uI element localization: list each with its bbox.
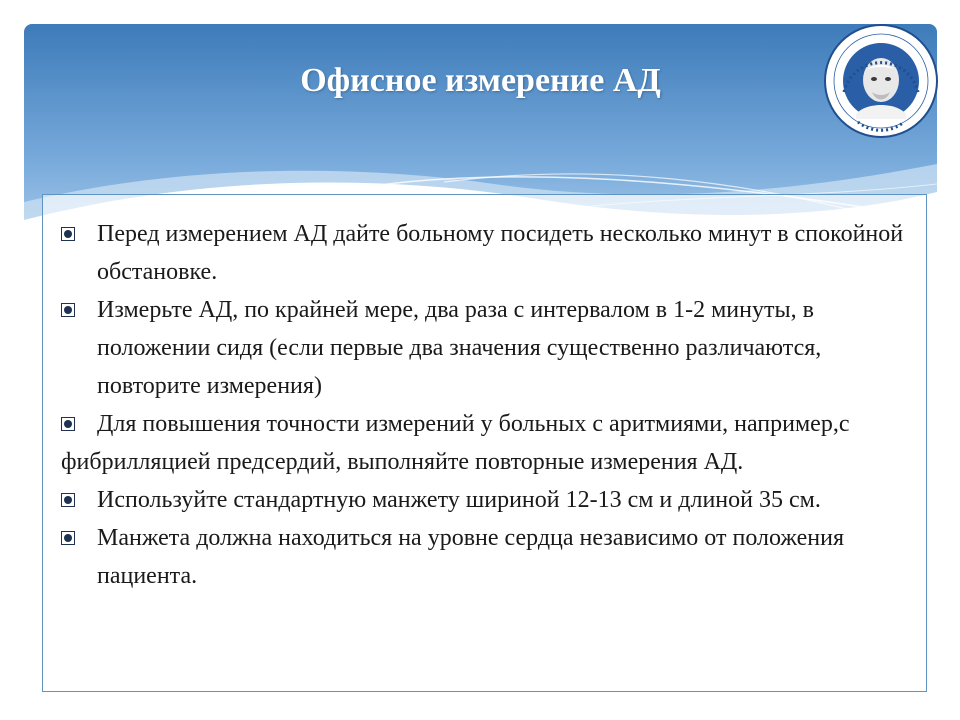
- bullet-text: Перед измерением АД дайте больному посидеть несколько минут в спокойной обстановке.: [97, 221, 904, 285]
- foundation-logo: [822, 22, 940, 140]
- list-item: [61, 481, 908, 519]
- bullet-icon: [61, 303, 75, 317]
- bullet-text: Для повышения точности измерений у больных с аритмиями, например,с фибрилляцией предсердий, выполняйте повторные измерения АД.: [61, 411, 850, 475]
- bullet-text: Используйте стандартную манжету шириной 12-13 см и длиной 35 см.: [97, 487, 821, 513]
- list-item: [61, 405, 908, 481]
- content-frame: [42, 194, 927, 692]
- bullet-text: Измерьте АД, по крайней мере, два раза с интервалом в 1-2 минуты, в положении сидя (если первые два значения существенно различаются, повторите измерения): [97, 297, 822, 399]
- slide-title: Офисное измерение АД: [300, 62, 661, 99]
- list-item: [61, 291, 908, 405]
- bullet-text: Манжета должна находиться на уровне сердца независимо от положения пациента.: [97, 525, 845, 589]
- bullet-icon: [61, 493, 75, 507]
- bullet-icon: [61, 531, 75, 545]
- bullet-icon: [61, 227, 75, 241]
- list-item: [61, 519, 908, 595]
- bullet-icon: [61, 417, 75, 431]
- list-item: [61, 215, 908, 291]
- bullet-list: [43, 195, 926, 595]
- foundation-seal-icon: [822, 22, 940, 140]
